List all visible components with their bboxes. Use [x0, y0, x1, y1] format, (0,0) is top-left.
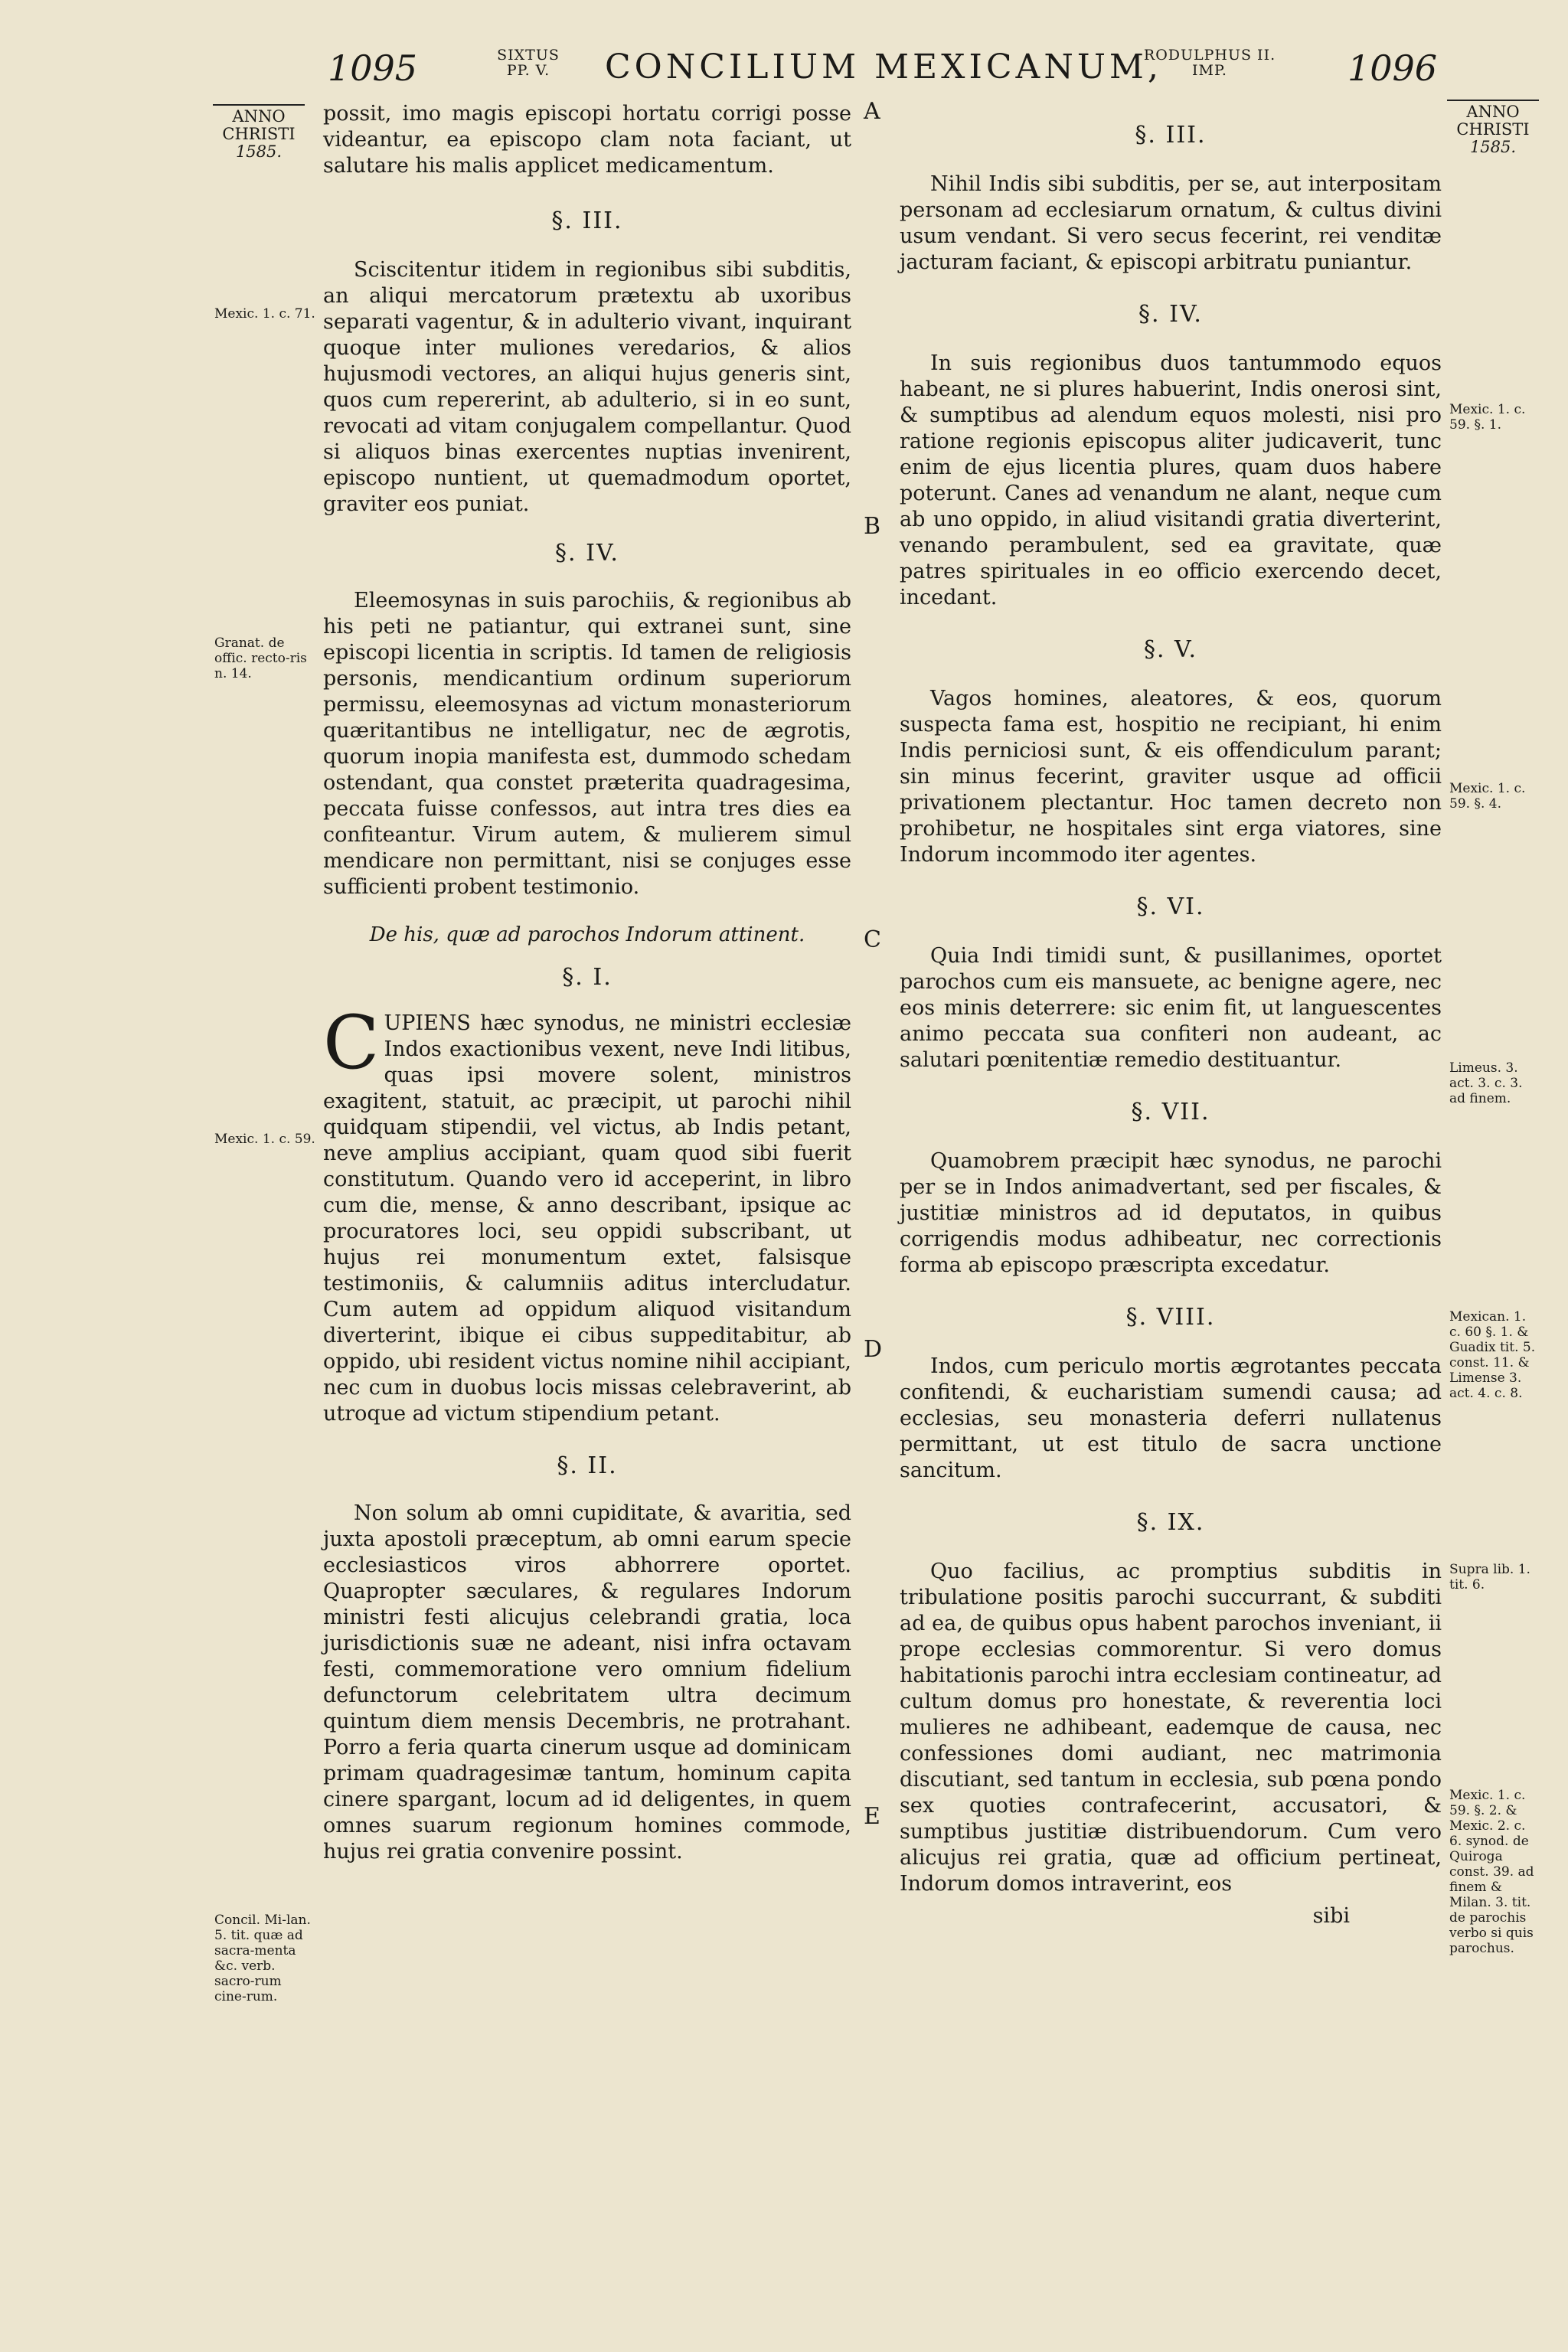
margin-note: Mexic. 1. c. 71. — [214, 306, 315, 322]
chapter-subheading: De his, quæ ad parochos Indorum attinent. — [369, 923, 805, 946]
anno-rule — [1447, 100, 1539, 101]
cupiens-paragraph — [323, 1000, 851, 1427]
section-heading: §. III. — [551, 207, 623, 234]
emperor-label — [1129, 47, 1290, 78]
section-paragraph: UPIENS hæc synodus, ne ministri ecclesiæ Indos exactionibus vexent, neve Indi litibus, quas ipsi movere solent, ministros exagitent, statuit, ac præcipit, ut parochi nihil quidquam stipendii, vel victus, ab Indis petant, neve amplius accipiant, quam quod sibi fuerit constitutum. Quando vero id acceperint, in libro cum die, mense, & anno describant, ipsique ac procuratores loci, seu oppidi subscribant, ut hujus rei monumentum extet, falsisque testimoniis, & calumniis aditus intercludatur. Cum autem ad oppidum aliquod visitandum diverterint, ibique ei cibus suppeditabitur, ab oppido, ubi resident victus nomine nihil accipiant, nec cum in duobus locis missas celebraverint, ab utroque ad victum stipendium petant. — [323, 1011, 851, 1426]
pope-label — [490, 47, 567, 78]
section-paragraph: Nihil Indis sibi subditis, per se, aut interpositam personam ad ecclesiarum ornatum, & cultus divini usum vendant. Si vero secus fecerint, rei venditæ jacturam faciant, & episcopi arbitratu puniantur. — [900, 172, 1442, 274]
section-heading: §. VIII. — [1125, 1304, 1216, 1331]
drop-capital: C — [323, 1000, 380, 1086]
column-letter-a: A — [864, 98, 880, 125]
anno-year: 1585. — [235, 142, 283, 161]
christi-label: CHRISTI — [222, 125, 296, 143]
emperor-name: RODULPHUS II. — [1143, 47, 1276, 64]
right-column — [900, 122, 1442, 1929]
section-paragraph: Quia Indi timidi sunt, & pusillanimes, oportet parochos cum eis mansuete, ac benigne agere, nec eos minis deterrere: sic enim fit, ut languescentes animo peccata sua confiteri non audeant, ac salutari pœnitentiæ remedio destituantur. — [900, 944, 1442, 1072]
margin-note: Concil. Mi-lan. 5. tit. quæ ad sacra-menta &c. verb. sacro-rum cine-rum. — [214, 1913, 311, 2004]
section-heading: §. IX. — [1136, 1509, 1205, 1536]
left-column — [323, 101, 851, 1865]
anno-label: ANNO — [1466, 103, 1520, 121]
page-number-left: 1095 — [328, 47, 418, 89]
column-letter-b: B — [864, 513, 881, 540]
section-heading: §. IV. — [555, 540, 619, 567]
emperor-title: IMP. — [1192, 62, 1227, 79]
catchword: sibi — [1312, 1904, 1350, 1928]
section-paragraph: Quo facilius, ac promptius subditis in tribulatione positis parochi succurrant, & subditi ad ea, de quibus opus habent parochos inveniant, ii prope ecclesias commorentur. Si vero domus habitationis parochi intra ecclesiam contineatur, ad cultum domus pro honestate, & reverentia loci mulieres ne adhibeant, eademque de causa, nec confessiones domi audiant, nec matrimonia discutiant, sed tantum in ecclesia, sub pœna pondo sex quoties contrafecerint, accusatori, & sumptibus justitiæ distribuendorum. Cum vero alicujus rei gratia, quæ ad officium pertineat, Indorum domos intraverint, eos — [900, 1560, 1442, 1896]
section-heading: §. VI. — [1136, 893, 1205, 920]
page-number-right: 1096 — [1348, 47, 1438, 89]
column-letter-d: D — [864, 1336, 883, 1363]
pope-name: SIXTUS — [497, 47, 560, 64]
margin-note: Mexic. 1. c. 59. §. 2. & Mexic. 2. c. 6. synod. de Quiroga const. 39. ad finem & Milan. 3. tit. de parochis verbo si quis parochus. — [1449, 1788, 1534, 1956]
section-paragraph: Eleemosynas in suis parochiis, & regionibus ab his peti ne patiantur, qui extranei sunt, sine episcopi licentia in scriptis. Id tamen de religiosis personis, mendicantium ordinum superiorum permissu, eleemosynas ad victum monasteriorum quæritantibus ne intelligatur, nec de ægrotis, quorum inopia manifesta est, dummodo schedam ostendant, qua constet præterita quadragesima, peccata fuisse confessos, aut intra tres dies ea confiteantur. Virum autem, & mulierem simul mendicare non permittant, nisi se conjuges esse sufficienti probent testimonio. — [323, 589, 851, 899]
anno-christi-left — [213, 104, 305, 161]
section-paragraph: Indos, cum periculo mortis ægrotantes peccata confitendi, & eucharistiam sumendi causa; ad ecclesias, seu monasteria deferri nullatenus permittant, ut est titulo de sacra unctione sancitum. — [900, 1354, 1442, 1482]
section-paragraph: Sciscitentur itidem in regionibus sibi subditis, an aliqui mercatorum prætextu ab uxoribus separati vagentur, & in adulterio vivant, inquirant quoque inter muliones veredarios, & alios hujusmodi vectores, an aliqui hujus generis sint, quos cum repererint, ab adulterio, si in eo sunt, revocati ad vitam conjugalem compellantur. Quod si aliquos binas exercentes nuptias invenirent, episcopo nuntient, ut quemadmodum oportet, graviter eos puniat. — [323, 258, 851, 516]
column-letter-e: E — [864, 1803, 880, 1830]
section-paragraph: Quamobrem præcipit hæc synodus, ne parochi per se in Indos animadvertant, sed per fiscales, & justitiæ ministros ad id deputatos, in quibus corrigendis modus adhibeatur, nec correctionis forma ab episcopo præscripta excedatur. — [900, 1149, 1442, 1277]
intro-paragraph: possit, imo magis episcopi hortatu corrigi posse videantur, ea episcopo clam nota faciant, ut salutare his malis applicet medicamentum. — [323, 102, 851, 178]
section-heading: §. III. — [1135, 122, 1207, 149]
margin-note: Mexic. 1. c. 59. §. 4. — [1449, 781, 1526, 812]
page-title: CONCILIUM MEXICANUM, — [605, 47, 1162, 87]
section-heading: §. VII. — [1131, 1099, 1210, 1125]
margin-note: Mexic. 1. c. 59. §. 1. — [1449, 402, 1526, 433]
section-paragraph: Non solum ab omni cupiditate, & avaritia, sed juxta apostoli præceptum, ab omni earum specie ecclesiasticos viros abhorrere oportet. Quapropter sæculares, & regulares Indorum ministri festi alicujus celebrandi gratia, loca jurisdictionis suæ ne adeant, nisi infra octavam festi, commemoratione vero omnium fidelium defunctorum celebritatem ultra decimum quintum diem mensis Decembris, ne protrahant. Porro a feria quarta cinerum usque ad dominicam primam quadragesimæ tantum, hominum capita cinere spargant, locum ad id deligentes, in quem omnes suarum regionum homines commode, hujus rei gratia convenire possint. — [323, 1501, 851, 1864]
christi-label: CHRISTI — [1456, 120, 1530, 139]
section-heading: §. V. — [1143, 636, 1198, 663]
margin-note: Granat. de offic. recto-ris n. 14. — [214, 635, 307, 681]
section-heading: §. IV. — [1138, 301, 1203, 328]
anno-christi-right — [1447, 100, 1539, 156]
anno-year: 1585. — [1469, 138, 1517, 156]
section-paragraph: In suis regionibus duos tantummodo equos habeant, ne si plures habuerint, Indis onerosi sint, & sumptibus ad alendum equos molesti, nisi pro ratione regionis episcopus aliter judicaverit, tunc enim de ejus licentia plures, quam duos habere poterunt. Canes ad venandum ne alant, neque cum ab uno oppido, in aliud visitandi gratia diverterint, venando perambulent, sed ea gravitate, quæ patres spirituales in eo officio exercendo decet, incedant. — [900, 351, 1442, 609]
section-heading: §. II. — [557, 1452, 618, 1479]
anno-rule — [213, 104, 305, 106]
margin-note: Limeus. 3. act. 3. c. 3. ad finem. — [1449, 1060, 1523, 1106]
margin-note: Mexic. 1. c. 59. — [214, 1132, 315, 1147]
pope-title: PP. V. — [506, 62, 550, 79]
column-letter-c: C — [864, 926, 881, 953]
margin-note: Mexican. 1. c. 60 §. 1. & Guadix tit. 5. const. 11. & Limense 3. act. 4. c. 8. — [1449, 1309, 1536, 1401]
section-heading: §. I. — [562, 964, 612, 991]
margin-note: Supra lib. 1. tit. 6. — [1449, 1562, 1530, 1592]
section-paragraph: Vagos homines, aleatores, & eos, quorum suspecta fama est, hospitio ne recipiant, hi enim Indis perniciosi sunt, & eis offendiculum parant; sin minus fecerint, graviter usque ad officii privationem plectantur. Hoc tamen decreto non prohibetur, ne hospitales sint erga viatores, sine Indorum incommodo iter agentes. — [900, 687, 1442, 867]
anno-label: ANNO — [232, 107, 286, 126]
